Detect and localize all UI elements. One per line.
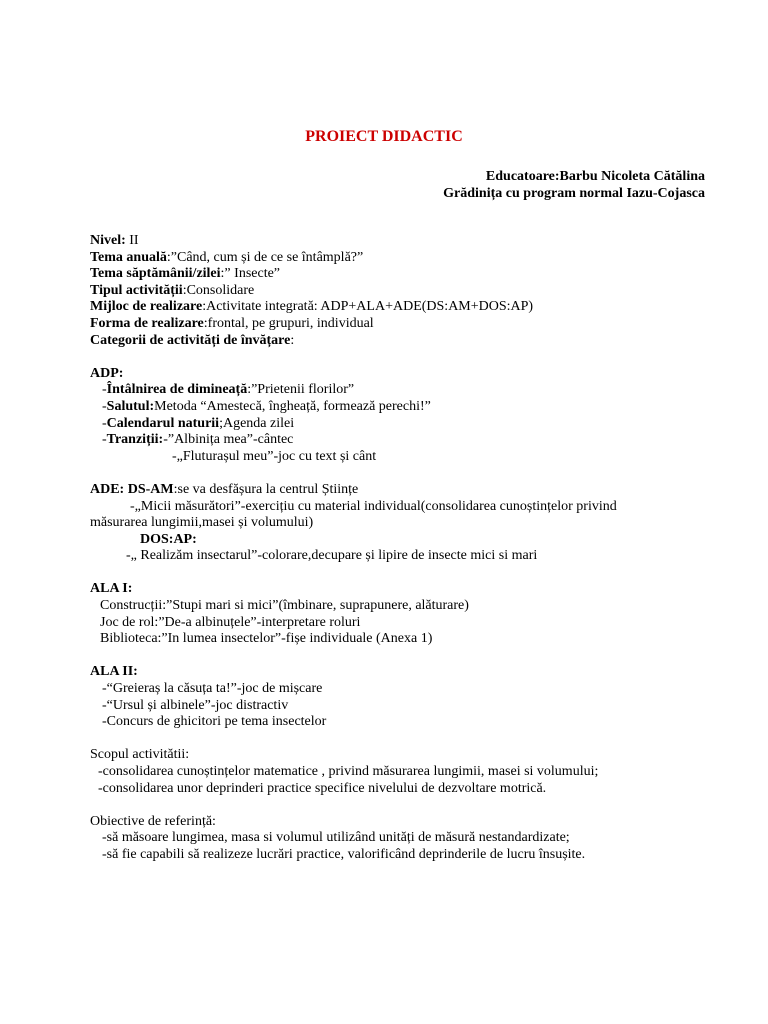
scope-item: -consolidarea unor deprinderi practice specifice nivelului de dezvoltare motrică. [98,780,547,796]
kindergarten-line: Grădinița cu program normal Iazu-Cojasca [443,186,705,201]
document-header [443,168,705,202]
adp-heading: ADP: [90,365,124,381]
meta-label: Categorii de activități de învățare [90,332,291,348]
ala2-heading: ALA II: [90,664,138,680]
ala2-item: -“Ursul și albinele”-joc distractiv [102,697,289,713]
meta-annual-theme [90,250,730,267]
scope-heading: Scopul activitătii: [90,747,190,763]
adp-label: Tranziții: [106,432,164,448]
meta-value: II [125,233,139,248]
spacer [90,465,730,482]
meta-label: Tema săptămânii/zilei [90,266,221,282]
meta-activity-type [90,283,730,300]
document-body [90,233,730,864]
adp-value: ;Agenda zilei [219,415,295,431]
ade-heading-line [90,482,730,499]
ala1-item: Joc de rol:”De-a albinuțele”-interpretare roluri [100,614,361,630]
spacer [90,349,730,366]
meta-means [90,299,730,316]
meta-value: :Consolidare [182,282,255,298]
ade-ds-am-line-2: măsurarea lungimii,masei și volumului) [90,515,314,531]
objectives-heading: Obiective de referință: [90,813,216,829]
meta-value: : [290,332,295,348]
adp-value: -”Albinița mea”-cântec [163,432,294,448]
adp-label: Salutul: [106,398,155,414]
meta-value: :”Când, cum și de ce se întâmplă?” [166,249,364,265]
ade-dos-line: -„ Realizăm insectarul”-colorare,decupare și lipire de insecte mici si mari [126,548,538,564]
meta-value: :frontal, pe grupuri, individual [203,315,374,331]
scope-item: -consolidarea cunoștințelor matematice , privind măsurarea lungimii, masei si volumului; [98,764,599,779]
meta-label: Mijloc de realizare [90,299,203,315]
adp-label: Calendarul naturii [106,415,220,431]
adp-prefix: - [102,398,107,414]
adp-prefix: - [102,432,107,448]
ade-heading-rest: :se va desfășura la centrul Științe [173,481,359,497]
objective-item: -să fie capabili să realizeze lucrări practice, valorificând deprinderile de lucru însușite. [102,846,586,862]
adp-item [90,382,730,399]
meta-level [90,233,730,250]
adp-value: Metoda “Amestecă, îngheață, formează perechi!” [154,398,431,414]
ade-ds-am-line: -„Micii măsurători”-exercițiu cu material individual(consolidarea cunoștințelor privind [130,498,617,514]
adp-item [90,416,730,433]
meta-categories [90,333,730,350]
educator-label: Educatoare: [485,169,560,184]
ala2-item: -“Greieraș la căsuța ta!”-joc de mișcare [102,681,323,697]
meta-value: :Activitate integrată: ADP+ALA+ADE(DS:AM+DOS:AP) [202,299,534,315]
spacer [90,797,730,814]
adp-item [90,432,730,449]
ade-dos-heading: DOS:AP: [140,531,197,547]
meta-form [90,316,730,333]
meta-value: :” Insecte” [220,266,281,282]
objective-item: -să măsoare lungimea, masa si volumul utilizând unități de măsură nestandardizate; [102,830,570,846]
spacer [90,731,730,748]
ala2-item: -Concurs de ghicitori pe tema insectelor [102,714,327,730]
adp-prefix: - [102,415,107,431]
document-title: PROIECT DIDACTIC [305,128,463,145]
ade-heading: ADE: DS-AM [90,481,174,497]
adp-value: :”Prietenii florilor” [247,382,355,398]
adp-label: Întâlnirea de dimineață [106,382,248,398]
meta-label: Tema anuală [90,249,167,265]
adp-prefix: - [102,382,107,398]
spacer [90,565,730,582]
educator-line [443,168,705,185]
meta-label: Tipul activității [90,282,183,298]
ala1-item: Biblioteca:”In lumea insectelor”-fișe individuale (Anexa 1) [100,631,433,647]
adp-transition-2: -„Fluturașul meu”-joc cu text și cânt [172,448,377,464]
meta-weekly-theme [90,266,730,283]
adp-item [90,399,730,416]
ala1-heading: ALA I: [90,581,133,597]
educator-name: Barbu Nicoleta Cătălina [559,169,705,184]
meta-label: Nivel: [90,233,126,248]
spacer [90,648,730,665]
meta-label: Forma de realizare [90,315,204,331]
ala1-item: Construcții:”Stupi mari si mici”(îmbinare, suprapunere, alăturare) [100,598,469,614]
